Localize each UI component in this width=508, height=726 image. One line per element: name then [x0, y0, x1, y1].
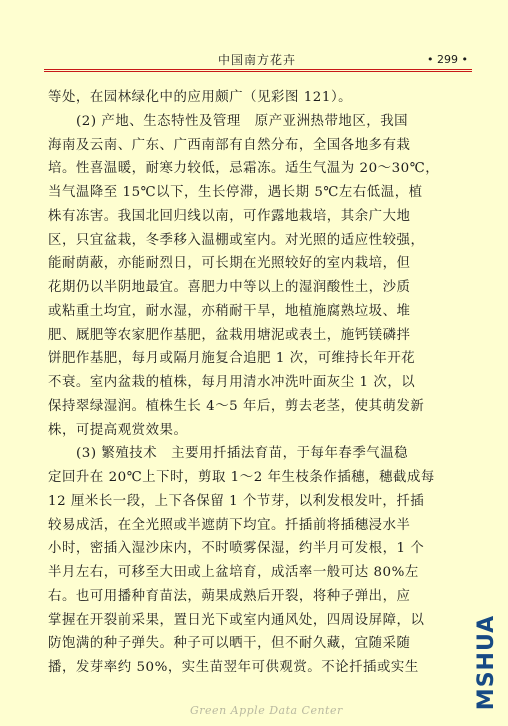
- text-line: 培。性喜温暖，耐寒力较低，忌霜冻。适生气温为 20～30℃，: [48, 161, 440, 177]
- side-watermark-text: MSHUA: [474, 614, 500, 710]
- text-line: 右。也可用播种育苗法，蒴果成熟后开裂，将种子弹出，应: [48, 588, 411, 604]
- text-line: 定回升在 20℃上下时，剪取 1～2 年生枝条作插穗，穗截成每: [48, 470, 435, 485]
- text-line: 等处，在园林绿化中的应用颇广（见彩图 121）。: [48, 90, 353, 105]
- text-line: 播，发芽率约 50%，实生苗翌年可供观赏。不论扦插或实生: [48, 660, 419, 675]
- text-line: 区，只宜盆栽，冬季移入温棚或室内。对光照的适应性较强，: [48, 232, 425, 248]
- text-line: 防饱满的种子弹失。种子可以晒干，但不耐久藏，宜随采随: [48, 636, 411, 652]
- text-line: 海南及云南、广东、广西南部有自然分布，全国各地多有栽: [48, 137, 411, 153]
- header-rule-top: [44, 69, 472, 70]
- text-line: 半月左右，可移至大田或上盆培育，成活率一般可达 80%左: [48, 565, 419, 580]
- text-line: 株，可提高观赏效果。: [48, 422, 188, 438]
- text-line: (2) 产地、生态特性及管理 原产亚洲热带地区，我国: [76, 113, 409, 129]
- book-title: 中国南方花卉: [218, 53, 297, 67]
- text-line: 12 厘米长一段，上下各保留 1 个节芽，以利发根发叶，扦插: [48, 493, 425, 509]
- text-line: 不衰。室内盆栽的植株，每月用清水冲洗叶面灰尘 1 次，以: [48, 375, 416, 390]
- footer-watermark: Green Apple Data Center: [190, 704, 343, 717]
- running-header: [48, 52, 468, 68]
- text-line: 株有冻害。我国北回归线以南，可作露地栽培，其余广大地: [48, 208, 411, 224]
- page-number: • 299 •: [427, 53, 468, 66]
- text-line: 能耐荫蔽，亦能耐烈日，可长期在光照较好的室内栽培，但: [48, 256, 411, 272]
- text-line: (3) 繁殖技术 主要用扦插法育苗，于每年春季气温稳: [76, 446, 409, 462]
- text-line: 花期仍以半阴地最宜。喜肥力中等以上的湿润酸性土，沙质: [48, 280, 411, 295]
- text-line: 保持翠绿湿润。植株生长 4～5 年后，剪去老茎，使其萌发新: [48, 398, 425, 414]
- side-watermark: [474, 612, 500, 712]
- text-line: 肥、厩肥等农家肥作基肥，盆栽用塘泥或表土，施钙镁磷拌: [48, 327, 411, 343]
- body-text: [48, 86, 472, 680]
- text-line: 饼肥作基肥，每月或隔月施复合追肥 1 次，可维持长年开花: [48, 351, 416, 367]
- text-line: 较易成活，在全光照或半遮荫下均宜。扦插前将插穗浸水半: [48, 517, 411, 533]
- header-rule-bottom: [44, 71, 472, 72]
- text-line: 或粘重土均宜，耐水湿，亦稍耐干旱，地植施腐熟垃圾、堆: [48, 303, 411, 319]
- text-line: 小时，密插入湿沙床内，不时喷雾保湿，约半月可发根，1 个: [48, 541, 425, 557]
- text-line: 掌握在开裂前采果，置日光下或室内通风处，四周设屏障，以: [48, 612, 425, 628]
- text-line: 当气温降至 15℃以下，生长停滞，遇长期 5℃左右低温，植: [48, 185, 423, 200]
